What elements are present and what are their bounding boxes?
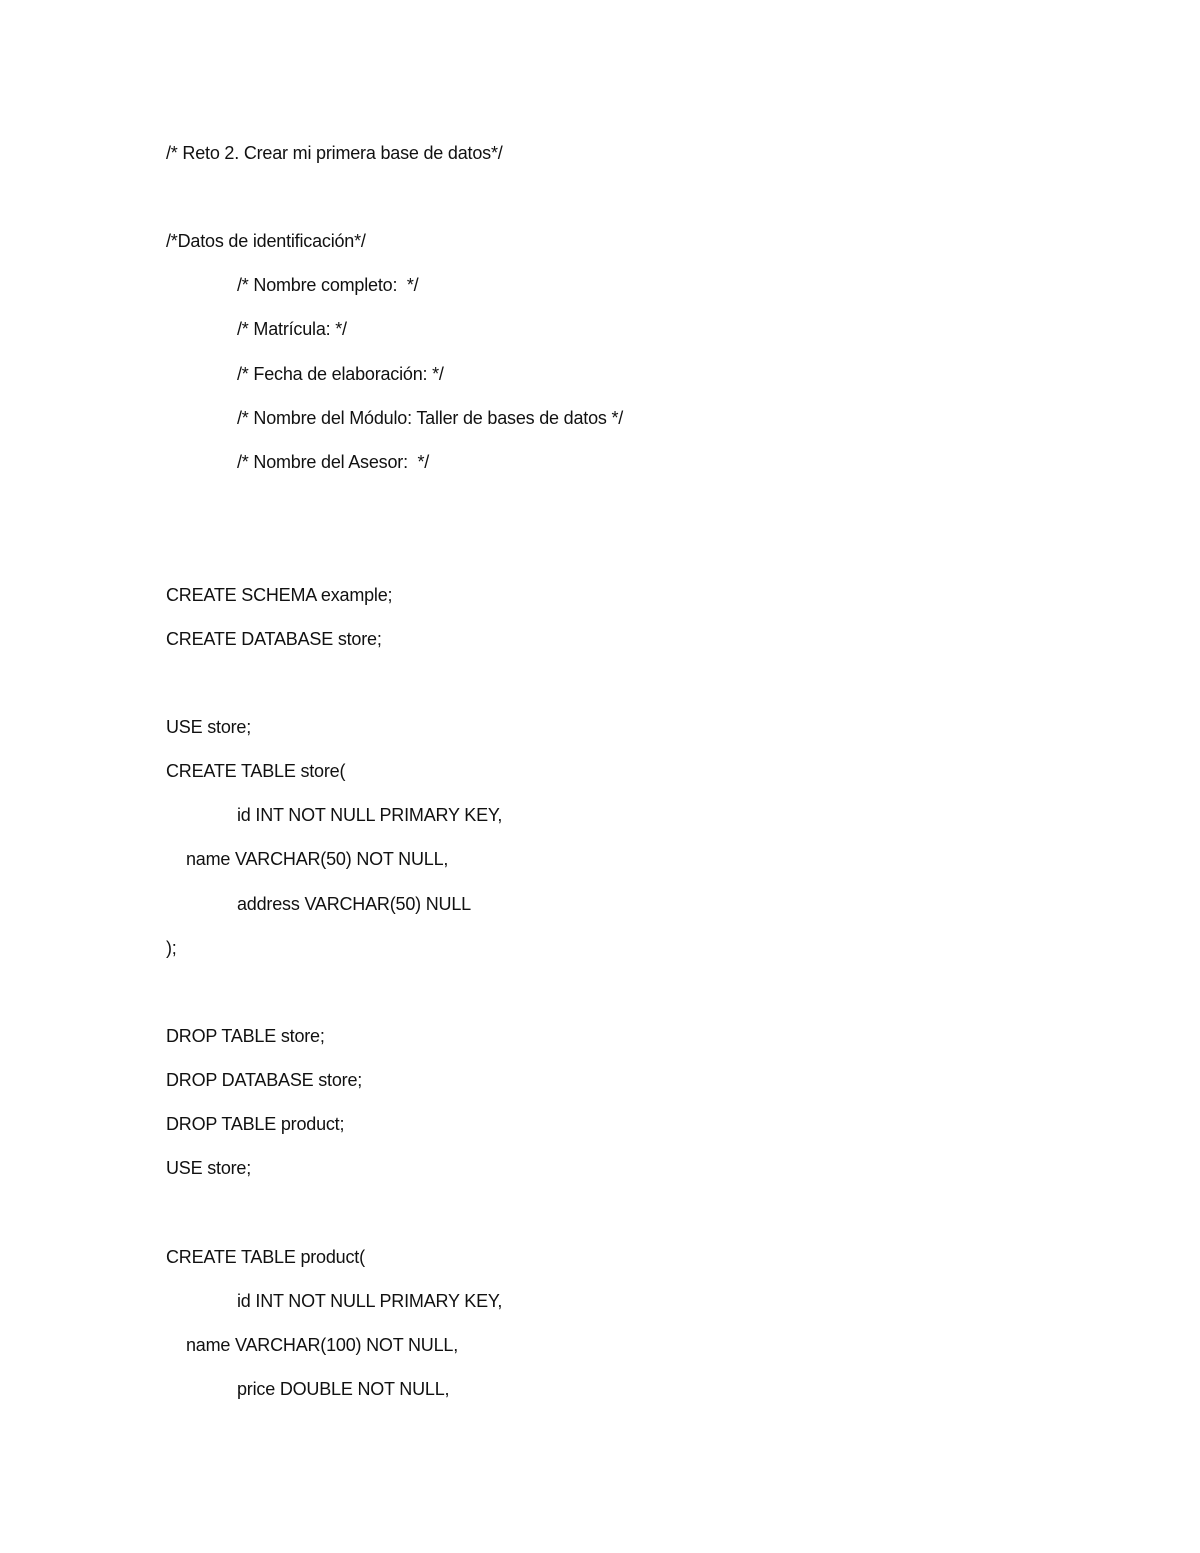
code-line: DROP TABLE store; (166, 1026, 325, 1046)
enrollment-line: /* Matrícula: */ (237, 319, 347, 339)
code-line: ); (166, 938, 177, 958)
code-line: CREATE TABLE product( (166, 1247, 365, 1267)
code-line: price DOUBLE NOT NULL, (237, 1379, 450, 1399)
code-line: DROP TABLE product; (166, 1114, 345, 1134)
code-line: id INT NOT NULL PRIMARY KEY, (237, 1291, 503, 1311)
module-line: /* Nombre del Módulo: Taller de bases de datos */ (237, 408, 624, 428)
code-line: USE store; (166, 717, 252, 737)
code-line: name VARCHAR(100) NOT NULL, (186, 1335, 459, 1355)
code-line: address VARCHAR(50) NULL (237, 894, 471, 914)
full-name-line: /* Nombre completo: */ (237, 275, 419, 295)
code-line: id INT NOT NULL PRIMARY KEY, (237, 805, 503, 825)
code-line: CREATE TABLE store( (166, 761, 346, 781)
code-line: CREATE DATABASE store; (166, 629, 382, 649)
date-line: /* Fecha de elaboración: */ (237, 364, 444, 384)
code-line: name VARCHAR(50) NOT NULL, (186, 849, 449, 869)
code-line: DROP DATABASE store; (166, 1070, 363, 1090)
advisor-line: /* Nombre del Asesor: */ (237, 452, 430, 472)
identification-heading: /*Datos de identificación*/ (166, 231, 366, 251)
code-line: USE store; (166, 1158, 252, 1178)
title-comment: /* Reto 2. Crear mi primera base de datos*/ (166, 143, 503, 163)
code-line: CREATE SCHEMA example; (166, 585, 393, 605)
